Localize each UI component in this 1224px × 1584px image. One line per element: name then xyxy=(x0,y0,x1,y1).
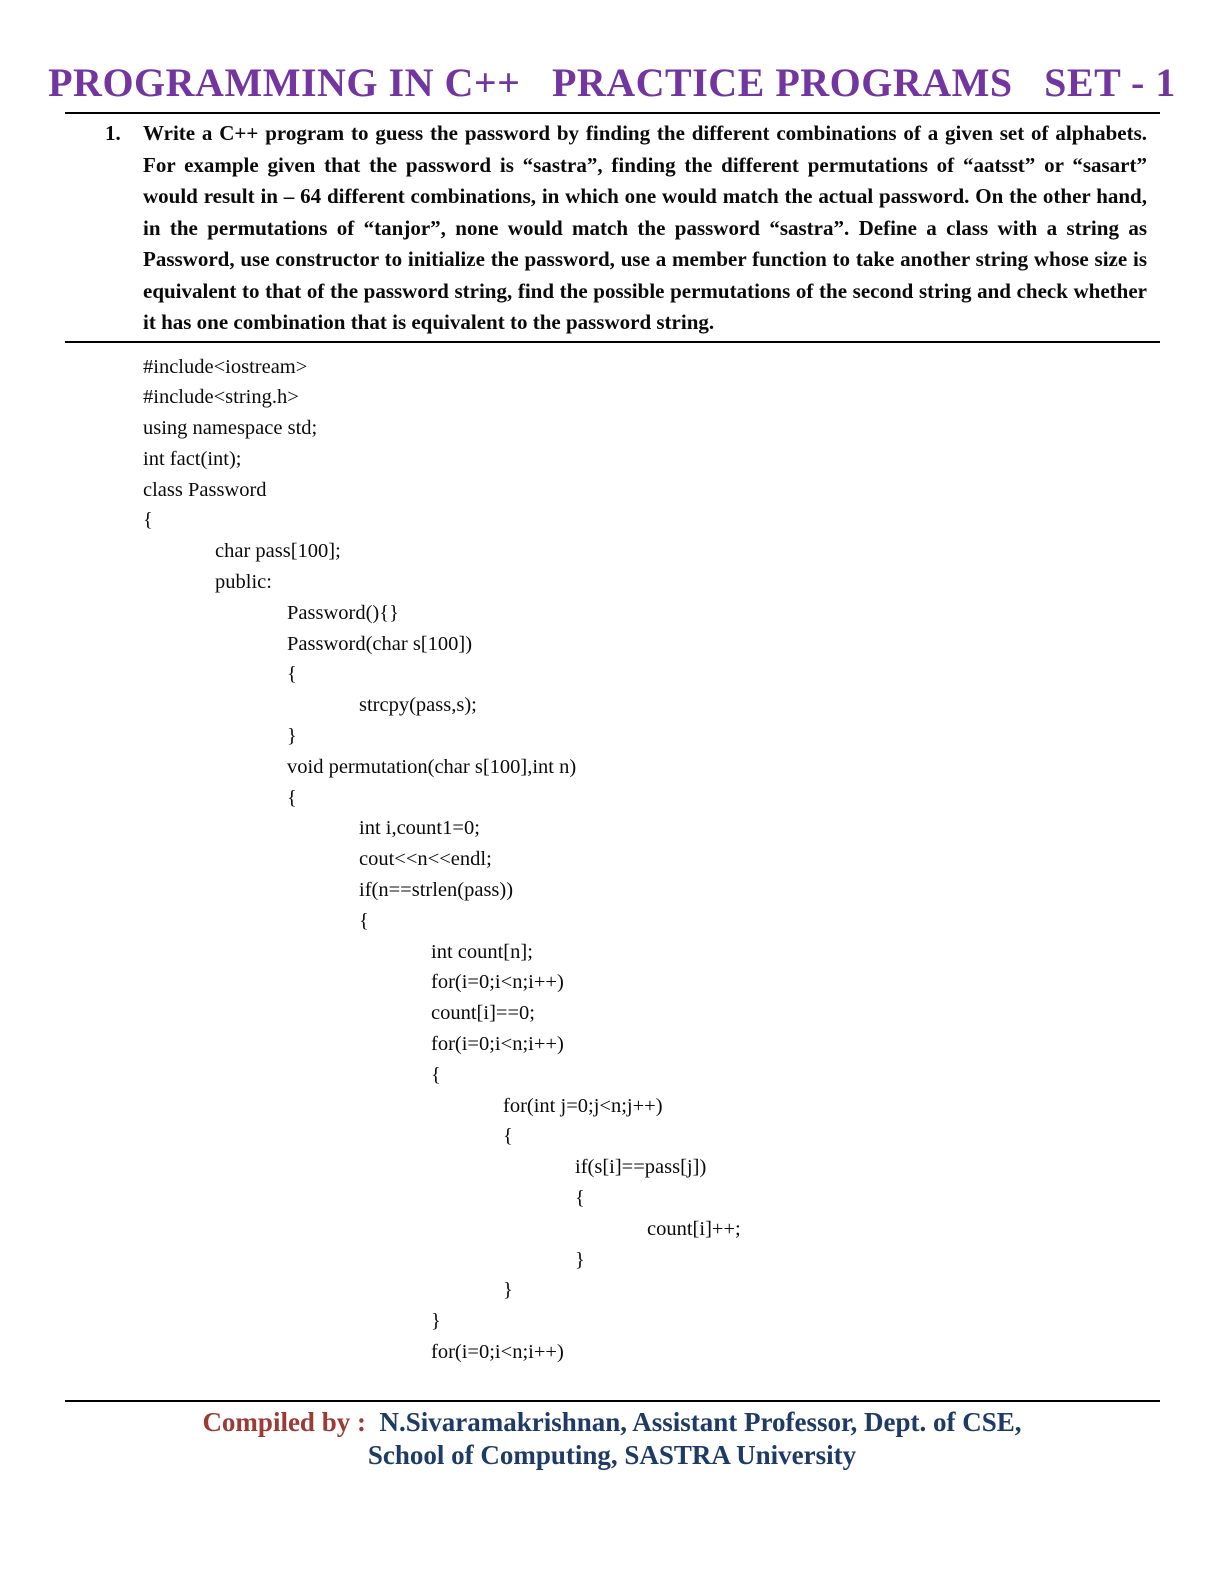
code-line: for(i=0;i<n;i++) xyxy=(431,1341,564,1363)
code-line: count[i]++; xyxy=(647,1217,741,1240)
code-line: #include<string.h> xyxy=(143,386,299,409)
code-line: if(s[i]==pass[j]) xyxy=(575,1156,707,1179)
problem-statement xyxy=(105,118,1147,339)
code-line: { xyxy=(143,509,153,532)
code-line: Password(){} xyxy=(287,601,399,624)
footer-divider xyxy=(65,1400,1160,1402)
code-line: for(i=0;i<n;i++) xyxy=(431,971,564,994)
code-line: { xyxy=(287,786,297,809)
code-line: } xyxy=(575,1248,585,1271)
page-footer xyxy=(0,1400,1224,1472)
code-line: #include<iostream> xyxy=(143,355,308,378)
code-line: Password(char s[100]) xyxy=(287,632,473,655)
footer-author: N.Sivaramakrishnan, Assistant Professor, Dept. of CSE, xyxy=(379,1406,1022,1437)
code-line: count[i]==0; xyxy=(431,1002,535,1025)
code-line: { xyxy=(503,1125,513,1148)
problem-text: Write a C++ program to guess the password by finding the different combinations of a given set of alphabets. For example given that the password is “sastra”, finding the different permutations of “aatsst” or “sasart” would result in – 64 different combinations, in which one would match the actual password. On the other hand, in the permutations of “tanjor”, none would match the password “sastra”. Define a class with a string as Password, use constructor to initialize the password, use a member function to take another string whose size is equivalent to that of the password string, find the possible permutations of the second string and check whether it has one combination that is equivalent to the password string. xyxy=(143,121,1147,334)
code-line: using namespace std; xyxy=(143,417,318,440)
code-line: if(n==strlen(pass)) xyxy=(359,879,514,902)
code-line: { xyxy=(431,1063,441,1086)
code-line: int fact(int); xyxy=(143,447,242,470)
code-line: void permutation(char s[100],int n) xyxy=(287,755,577,778)
code-line: class Password xyxy=(143,478,267,501)
footer-spacer xyxy=(366,1407,380,1437)
title-divider xyxy=(65,112,1160,114)
code-line: strcpy(pass,s); xyxy=(359,694,477,717)
code-line: } xyxy=(287,725,297,748)
code-line: for(i=0;i<n;i++) xyxy=(431,1033,564,1056)
code-line: } xyxy=(431,1310,441,1333)
code-line: } xyxy=(503,1279,513,1302)
code-block xyxy=(0,343,1224,1368)
code-line: int i,count1=0; xyxy=(359,817,480,840)
code-line: { xyxy=(287,663,297,686)
code-line: { xyxy=(575,1187,585,1210)
page-title: PROGRAMMING IN C++ PRACTICE PROGRAMS SET - 1 xyxy=(48,60,1176,105)
code-line: cout<<n<<endl; xyxy=(359,848,492,871)
footer-line1 xyxy=(0,1406,1224,1439)
footer-line2: School of Computing, SASTRA University xyxy=(367,1439,857,1470)
compiled-by-label: Compiled by : xyxy=(202,1406,366,1437)
code-line: int count[n]; xyxy=(431,940,533,963)
problem-number: 1. xyxy=(105,121,121,145)
code-line: { xyxy=(359,909,369,932)
code-line: char pass[100]; xyxy=(215,540,341,563)
code-line: for(int j=0;j<n;j++) xyxy=(503,1094,663,1117)
code-line: public: xyxy=(215,571,272,594)
